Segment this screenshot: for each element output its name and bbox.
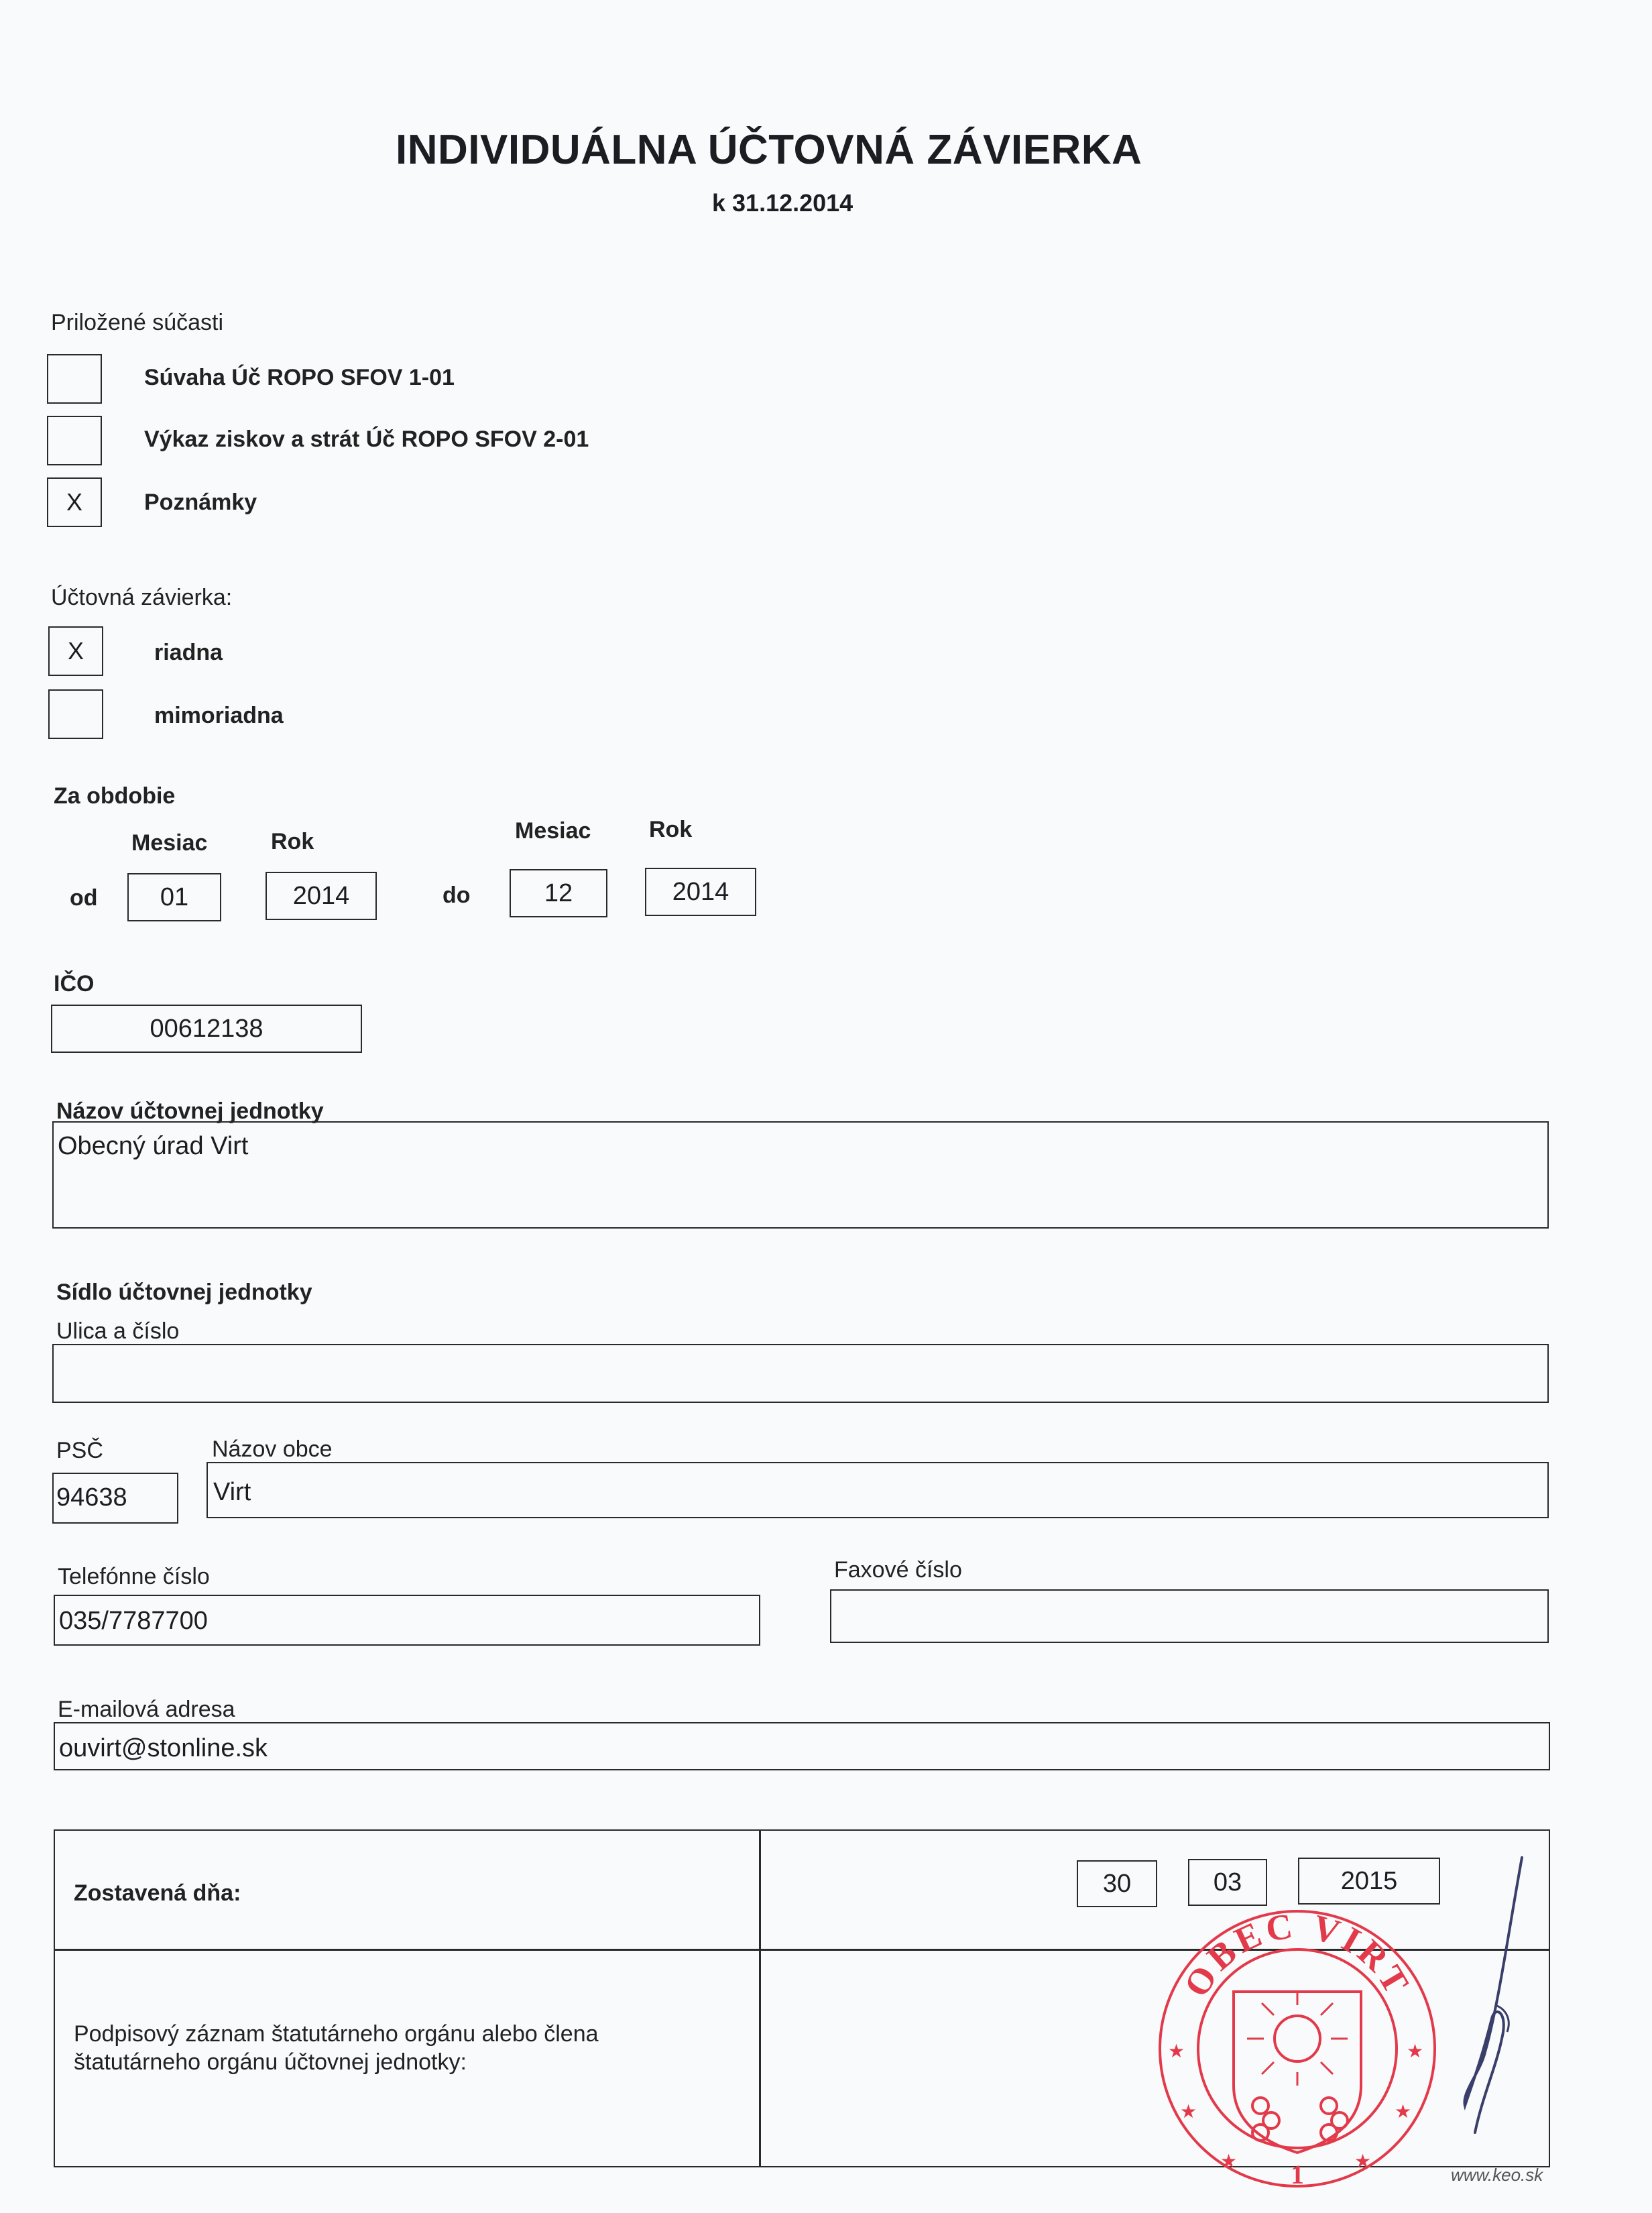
footer-watermark: www.keo.sk <box>1451 2165 1543 2185</box>
svg-text:★: ★ <box>1395 2100 1412 2122</box>
official-stamp <box>1153 1905 1441 2200</box>
psc-value: 94638 <box>56 1483 127 1512</box>
city-field[interactable] <box>206 1462 1549 1518</box>
svg-text:★: ★ <box>1220 2150 1238 2172</box>
period-to-month-label: Mesiac <box>515 818 591 844</box>
attachment-label-notes: Poznámky <box>144 490 257 515</box>
phone-value: 035/7787700 <box>59 1607 208 1635</box>
period-from-label: od <box>70 885 98 911</box>
period-from-year-field[interactable]: 2014 <box>266 872 377 920</box>
entity-name-field[interactable] <box>52 1121 1549 1229</box>
attachment-checkbox-balance[interactable] <box>47 354 102 404</box>
svg-text:★: ★ <box>1407 2040 1424 2062</box>
svg-text:★: ★ <box>1168 2040 1185 2062</box>
svg-text:★: ★ <box>1354 2150 1372 2172</box>
compiled-day-field[interactable]: 30 <box>1077 1860 1157 1907</box>
city-label: Názov obce <box>212 1436 333 1462</box>
attachment-label-balance: Súvaha Úč ROPO SFOV 1-01 <box>144 365 455 390</box>
email-value: ouvirt@stonline.sk <box>59 1734 268 1762</box>
svg-text:OBEC VIRT <box>1176 1905 1419 2004</box>
street-field[interactable] <box>52 1344 1549 1403</box>
city-value: Virt <box>213 1478 251 1506</box>
signature-label-line-2: štatutárneho orgánu účtovnej jednotky: <box>74 2049 467 2075</box>
period-from-month-label: Mesiac <box>131 830 208 856</box>
period-from-year-label: Rok <box>271 829 314 854</box>
period-to-label: do <box>442 883 471 908</box>
psc-label: PSČ <box>56 1438 103 1463</box>
psc-field[interactable] <box>52 1473 178 1524</box>
address-heading: Sídlo účtovnej jednotky <box>56 1280 312 1305</box>
phone-field[interactable] <box>54 1595 760 1646</box>
statement-type-heading: Účtovná závierka: <box>51 585 233 610</box>
fax-field[interactable] <box>830 1589 1549 1643</box>
email-field[interactable] <box>54 1722 1550 1770</box>
street-label: Ulica a číslo <box>56 1318 180 1344</box>
entity-name-value: Obecný úrad Virt <box>58 1132 249 1160</box>
phone-label: Telefónne číslo <box>58 1564 210 1589</box>
period-to-month-field[interactable]: 12 <box>510 869 607 917</box>
period-to-year-field[interactable]: 2014 <box>645 868 756 916</box>
attachments-heading: Priložené súčasti <box>51 310 224 335</box>
period-to-year-label: Rok <box>649 817 693 842</box>
stamp-number: 1 <box>1291 2159 1304 2190</box>
signature-label-line-1: Podpisový záznam štatutárneho orgánu alebo člena <box>74 2021 599 2047</box>
period-from-month-field[interactable]: 01 <box>127 873 221 921</box>
statement-type-checkbox-extraordinary[interactable] <box>48 689 103 739</box>
attachment-checkbox-notes[interactable]: X <box>47 477 102 527</box>
statement-type-label-regular: riadna <box>154 640 223 665</box>
email-label: E-mailová adresa <box>58 1697 235 1722</box>
compiled-month-field[interactable]: 03 <box>1188 1859 1267 1906</box>
signature-table-col-divider <box>759 1829 761 2167</box>
attachment-label-profit-loss: Výkaz ziskov a strát Úč ROPO SFOV 2-01 <box>144 427 589 452</box>
ico-label: IČO <box>54 971 95 997</box>
ico-field[interactable]: 00612138 <box>51 1005 362 1053</box>
svg-text:★: ★ <box>1180 2100 1197 2122</box>
period-heading: Za obdobie <box>54 783 176 809</box>
statement-type-label-extraordinary: mimoriadna <box>154 703 284 728</box>
compiled-date-label: Zostavená dňa: <box>74 1880 241 1906</box>
statement-date: k 31.12.2014 <box>712 189 853 217</box>
stamp-text: OBEC VIRT <box>1176 1905 1419 2004</box>
statement-type-checkbox-regular[interactable]: X <box>48 626 103 676</box>
page-title: INDIVIDUÁLNA ÚČTOVNÁ ZÁVIERKA <box>396 127 1142 173</box>
compiled-year-field[interactable]: 2015 <box>1298 1858 1440 1905</box>
fax-label: Faxové číslo <box>834 1557 962 1583</box>
entity-name-label: Názov účtovnej jednotky <box>56 1098 324 1124</box>
handwritten-signature <box>1435 1851 1542 2146</box>
attachment-checkbox-profit-loss[interactable] <box>47 416 102 465</box>
